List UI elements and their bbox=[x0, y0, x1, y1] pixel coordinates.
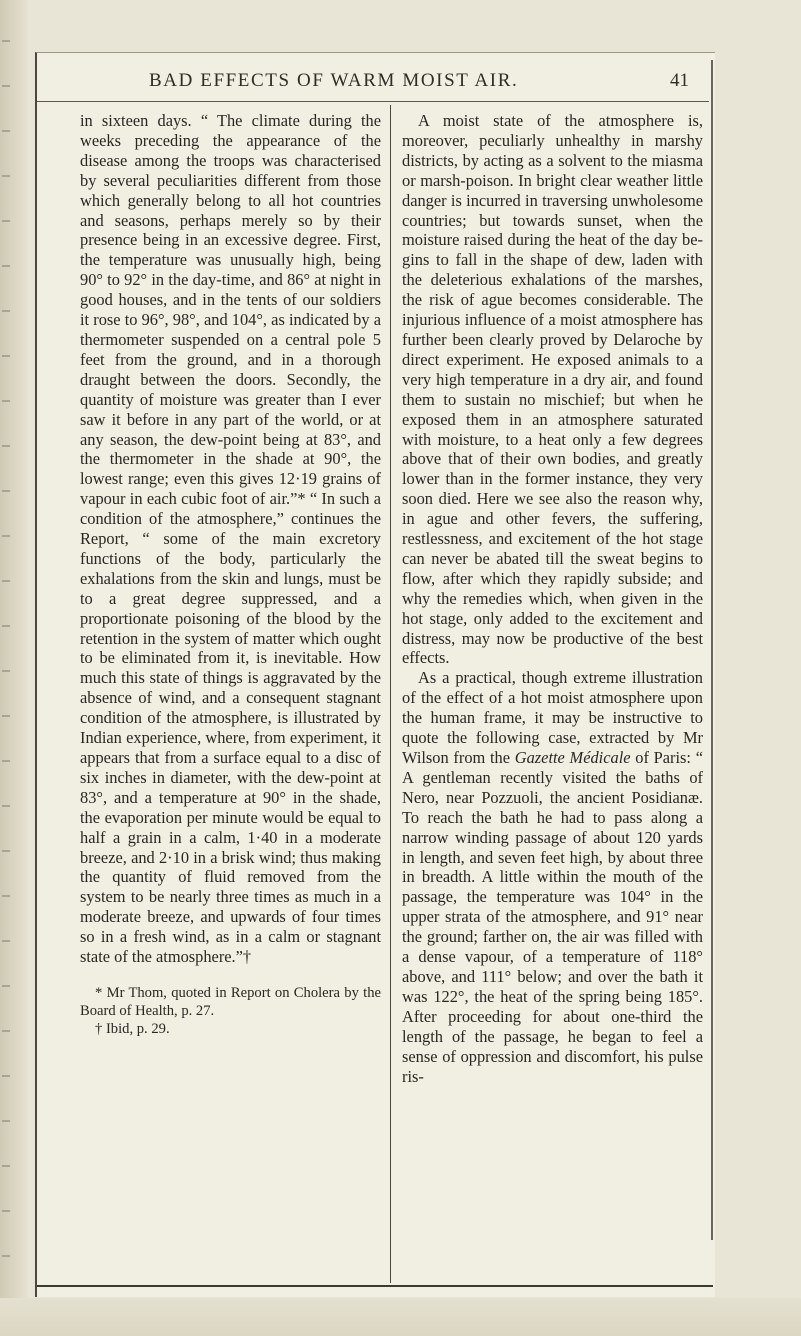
book-page bbox=[35, 52, 715, 1297]
bottom-border bbox=[37, 1285, 713, 1287]
paragraph-2-text-start: As a practical, though extreme illustration of the effect of a hot moist atmosphere upon the human frame, it may be instructive to quote the following case, extracted by Mr Wilson from the bbox=[402, 668, 703, 767]
header-rule bbox=[37, 101, 709, 102]
page-right-border bbox=[711, 60, 713, 1240]
spine-texture bbox=[2, 40, 16, 1300]
page-number: 41 bbox=[670, 70, 689, 91]
footnote-1: * Mr Thom, quoted in Report on Cholera by the Board of Health, p. 27. bbox=[80, 984, 381, 1019]
left-paragraph: in sixteen days. “ The climate during the weeks preceding the appearance of the disease among the troops was characterised by several peculiarities different from those which generally belong to all hot countries and seasons, perhaps merely so by their presence being in an excessive degree. First, the temperature was unusually high, being 90° to 92° in the day-time, and 86° at night in good houses, and in the tents of our soldiers it rose to 96°, 98°, and 104°, as indicated by a thermometer suspended on a central pole 5 feet from the ground, and in a thorough draught between the doors. Secondly, the quantity of moisture was greater than I ever saw it before in any part of the world, or at any season, the dew-point being at 83°, and the thermometer in the shade at 90°, the lowest range; even this gives 12·19 grains of vapour in each cubic foot of air.”* “ In such a condition of the atmosphere,” continues the Report, “ some of the main excretory functions of the body, particularly the exhalations from the skin and lungs, must be to a great degree suppressed, and a proportionate poisoning of the blood by the retention in the system of matter which ought to be eliminated from it, is inevitable. How much this state of things is aggravated by the absence of wind, and a consequent stagnant condition of the atmosphere, is illustrated by Indian experience, where, from experiment, it appears that from a surface equal to a disc of six inches in diameter, with the dew-point at 83°, and a temperature at 90° in the shade, the evaporation per minute would be equal to half a grain in a calm, 1·40 in a moderate breeze, and 2·10 in a brisk wind; thus making the quantity of fluid removed from the system to be nearly three times as much in a moderate breeze, and upwards of four times so in a fresh wind, as in a calm or stagnant state of the atmosphere.”† bbox=[80, 111, 381, 967]
book-spine-edge bbox=[0, 0, 28, 1336]
column-divider bbox=[390, 105, 391, 1283]
page-bottom-margin bbox=[0, 1298, 801, 1336]
right-column bbox=[402, 111, 703, 1086]
left-column bbox=[80, 111, 381, 1038]
paragraph-2-text-end: of Paris: “ A gentleman recently visited the baths of Nero, near Pozzuoli, the ancient Posidianæ. To reach the bath he had to pass along a narrow winding passage of about 120 yards in length, and seven feet high, by about three in breadth. A little within the mouth of the passage, the temperature was 104° in the upper strata of the atmosphere, and 91° near the ground; farther on, the air was filled with a dense vapour, of a temperature of 118° above, and 111° below; and over the bath it was 122°, the heat of the spring being 185°. After proceeding for about one-third the length of the passage, he began to feel a sense of oppression and discomfort, his pulse ris- bbox=[402, 748, 703, 1086]
right-paragraph-1: A moist state of the atmosphere is, moreover, peculiarly unhealthy in marshy districts, by acting as a solvent to the miasma or marsh-poison. In bright clear weather little danger is incurred in traversing unwholesome countries; but towards sunset, when the moisture raised during the heat of the day begins to fall in the shape of dew, laden with the deleterious exhalations of the marshes, the risk of ague becomes considerable. The injurious influence of a moist atmosphere has further been clearly proved by Delaroche by direct experiment. He exposed animals to a very high temperature in a dry air, and found them to sustain no mischief; but when he exposed them in an atmosphere saturated with moisture, to a heat only a few degrees above that of their own bodies, and greatly lower than in the former instance, they very soon died. Here we see also the reason why, in ague and other fevers, the suffering, restlessness, and excitement of the hot stage can never be abated till the sweat begins to flow, after which they rapidly subside; and why the remedies which, when given in the hot stage, only added to the excitement and distress, may now be productive of the best effects. bbox=[402, 111, 703, 668]
running-head: BAD EFFECTS OF WARM MOIST AIR. bbox=[149, 70, 519, 91]
journal-title: Gazette Médicale bbox=[514, 748, 631, 767]
footnotes bbox=[80, 984, 381, 1038]
footnote-2: † Ibid, p. 29. bbox=[95, 1020, 170, 1037]
right-paragraph-2 bbox=[402, 668, 703, 1086]
page-header bbox=[37, 70, 715, 96]
